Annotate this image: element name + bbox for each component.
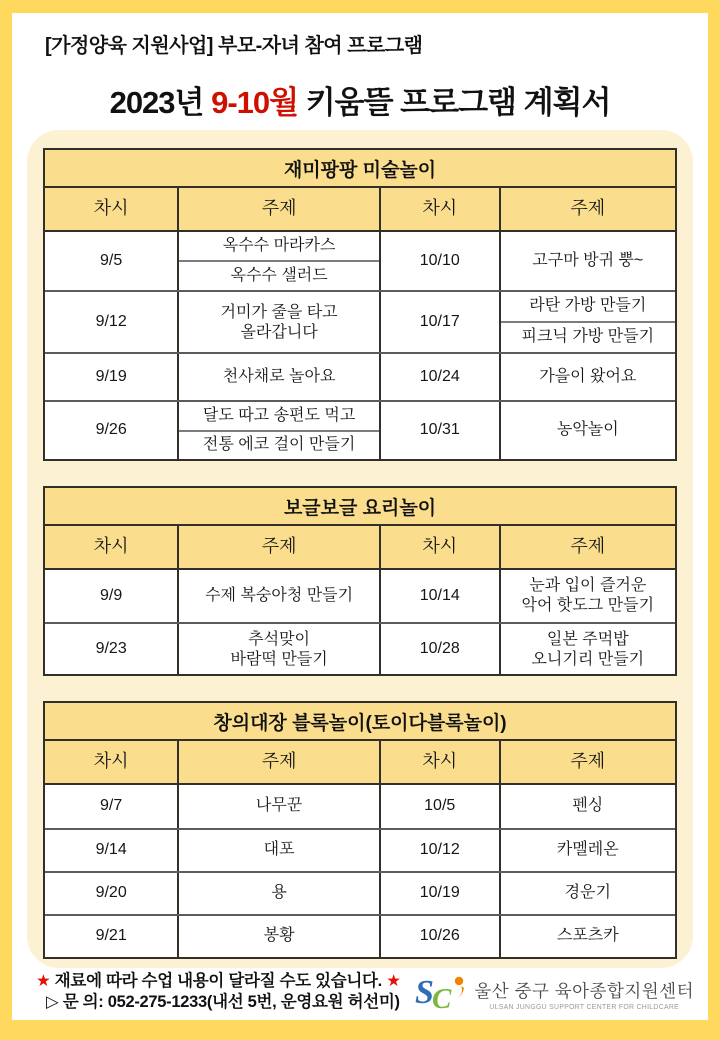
topic-cell <box>177 402 379 459</box>
date-cell: 9/9 <box>100 586 123 604</box>
date-cell: 9/12 <box>95 312 127 330</box>
date-cell: 10/28 <box>379 624 499 674</box>
date-cell: 10/14 <box>379 570 499 622</box>
contact-line <box>36 992 401 1013</box>
topic-cell: 거미가 줄을 타고 올라갑니다 <box>177 292 379 352</box>
star-icon: ★ <box>36 972 51 990</box>
program-table <box>43 486 677 676</box>
date-cell: 9/21 <box>95 927 127 945</box>
table-title: 보글보글 요리놀이 <box>45 488 675 526</box>
date-cell: 9/26 <box>95 421 127 439</box>
topic-cell: 봉황 <box>177 916 379 957</box>
date-cell: 9/23 <box>95 639 127 657</box>
header-cell: 주제 <box>499 741 675 783</box>
triangle-bullet-icon: ▷ <box>46 993 59 1011</box>
center-logo <box>415 969 694 1020</box>
topic-cell: 농악놀이 <box>499 402 675 459</box>
date-cell: 10/26 <box>379 916 499 957</box>
date-cell: 9/5 <box>100 251 123 269</box>
date-cell: 10/17 <box>379 292 499 352</box>
materials-note <box>36 971 401 992</box>
materials-note-text: 재료에 따라 수업 내용이 달라질 수도 있습니다. <box>54 972 382 990</box>
logo-text <box>474 978 694 1011</box>
table-row <box>45 828 675 871</box>
table-header-row <box>45 188 675 232</box>
header-cell: 차시 <box>379 741 499 783</box>
table-row <box>45 871 675 914</box>
svg-text:S: S <box>415 974 435 1011</box>
topic-cell: 가을이 왔어요 <box>499 354 675 400</box>
program-table <box>43 701 677 959</box>
table-header-row <box>45 526 675 570</box>
document-sheet <box>12 13 708 1020</box>
topic-cell <box>499 292 675 352</box>
topic-subcell: 달도 따고 송편도 먹고 <box>179 402 379 432</box>
contact-text: 문 의: 052-275-1233(내선 5번, 운영요원 허선미) <box>62 993 400 1011</box>
topic-cell: 펜싱 <box>499 785 675 828</box>
header-cell: 차시 <box>93 198 129 219</box>
topic-cell: 추석맞이 바람떡 만들기 <box>177 624 379 674</box>
date-cell: 10/10 <box>379 232 499 290</box>
topic-subcell: 라탄 가방 만들기 <box>501 292 675 323</box>
header-cell: 주제 <box>177 188 379 230</box>
tables-container <box>27 130 693 959</box>
page-title-highlight: 9-10월 <box>211 85 299 120</box>
header-cell: 주제 <box>177 526 379 568</box>
table-title: 창의대장 블록놀이(토이다블록놀이) <box>45 703 675 741</box>
page-title <box>12 77 708 122</box>
footer-notes <box>36 971 401 1013</box>
center-name-english: ULSAN JUNGGU SUPPORT CENTER FOR CHILDCARE <box>489 1004 680 1011</box>
topic-subcell: 옥수수 샐러드 <box>230 266 328 284</box>
table-row <box>45 290 675 352</box>
topic-cell: 수제 복숭아청 만들기 <box>177 570 379 622</box>
topic-subcell: 피크닉 가방 만들기 <box>521 328 655 346</box>
topic-cell: 나무꾼 <box>177 785 379 828</box>
table-row <box>45 914 675 957</box>
table-row <box>45 352 675 400</box>
topic-cell: 고구마 방귀 뿡~ <box>499 232 675 290</box>
svg-text:C: C <box>432 983 452 1015</box>
star-icon: ★ <box>386 972 401 990</box>
program-subtitle: [가정양육 지원사업] 부모-자녀 참여 프로그램 <box>45 35 423 57</box>
topic-cell: 천사채로 놀아요 <box>177 354 379 400</box>
topic-cell: 용 <box>177 873 379 914</box>
topic-cell: 일본 주먹밥 오니기리 만들기 <box>499 624 675 674</box>
date-cell: 10/19 <box>379 873 499 914</box>
date-cell: 10/12 <box>379 830 499 871</box>
topic-subcell: 옥수수 마라카스 <box>179 232 379 262</box>
table-header-row <box>45 741 675 785</box>
date-cell: 10/24 <box>379 354 499 400</box>
page-title-post: 키움뜰 프로그램 계획서 <box>298 85 611 120</box>
date-cell: 9/14 <box>95 841 127 859</box>
topic-cell: 경운기 <box>499 873 675 914</box>
date-cell: 9/7 <box>100 797 123 815</box>
table-row <box>45 570 675 622</box>
header-cell: 차시 <box>379 188 499 230</box>
header-cell: 주제 <box>177 741 379 783</box>
date-cell: 9/19 <box>95 367 127 385</box>
header-cell: 주제 <box>499 188 675 230</box>
table-row <box>45 232 675 290</box>
table-row <box>45 622 675 674</box>
date-cell: 10/5 <box>379 785 499 828</box>
page-title-pre: 2023년 <box>109 85 212 120</box>
header-cell: 차시 <box>93 751 129 772</box>
table-row <box>45 785 675 828</box>
topic-subcell: 전통 에코 걸이 만들기 <box>202 436 356 454</box>
topic-cell: 눈과 입이 즐거운 악어 핫도그 만들기 <box>499 570 675 622</box>
header-cell: 주제 <box>499 526 675 568</box>
schedule-panel <box>27 130 693 968</box>
date-cell: 9/20 <box>95 884 127 902</box>
table-row <box>45 400 675 459</box>
header-cell: 차시 <box>379 526 499 568</box>
program-table <box>43 148 677 461</box>
topic-cell: 대포 <box>177 830 379 871</box>
header-cell: 차시 <box>93 536 129 557</box>
topic-cell: 카멜레온 <box>499 830 675 871</box>
logo-mark-icon <box>415 969 469 1020</box>
date-cell: 10/31 <box>379 402 499 459</box>
table-title: 재미팡팡 미술놀이 <box>45 150 675 188</box>
topic-cell: 스포츠카 <box>499 916 675 957</box>
center-name: 울산 중구 육아종합지원센터 <box>474 981 694 1001</box>
topic-cell <box>177 232 379 290</box>
